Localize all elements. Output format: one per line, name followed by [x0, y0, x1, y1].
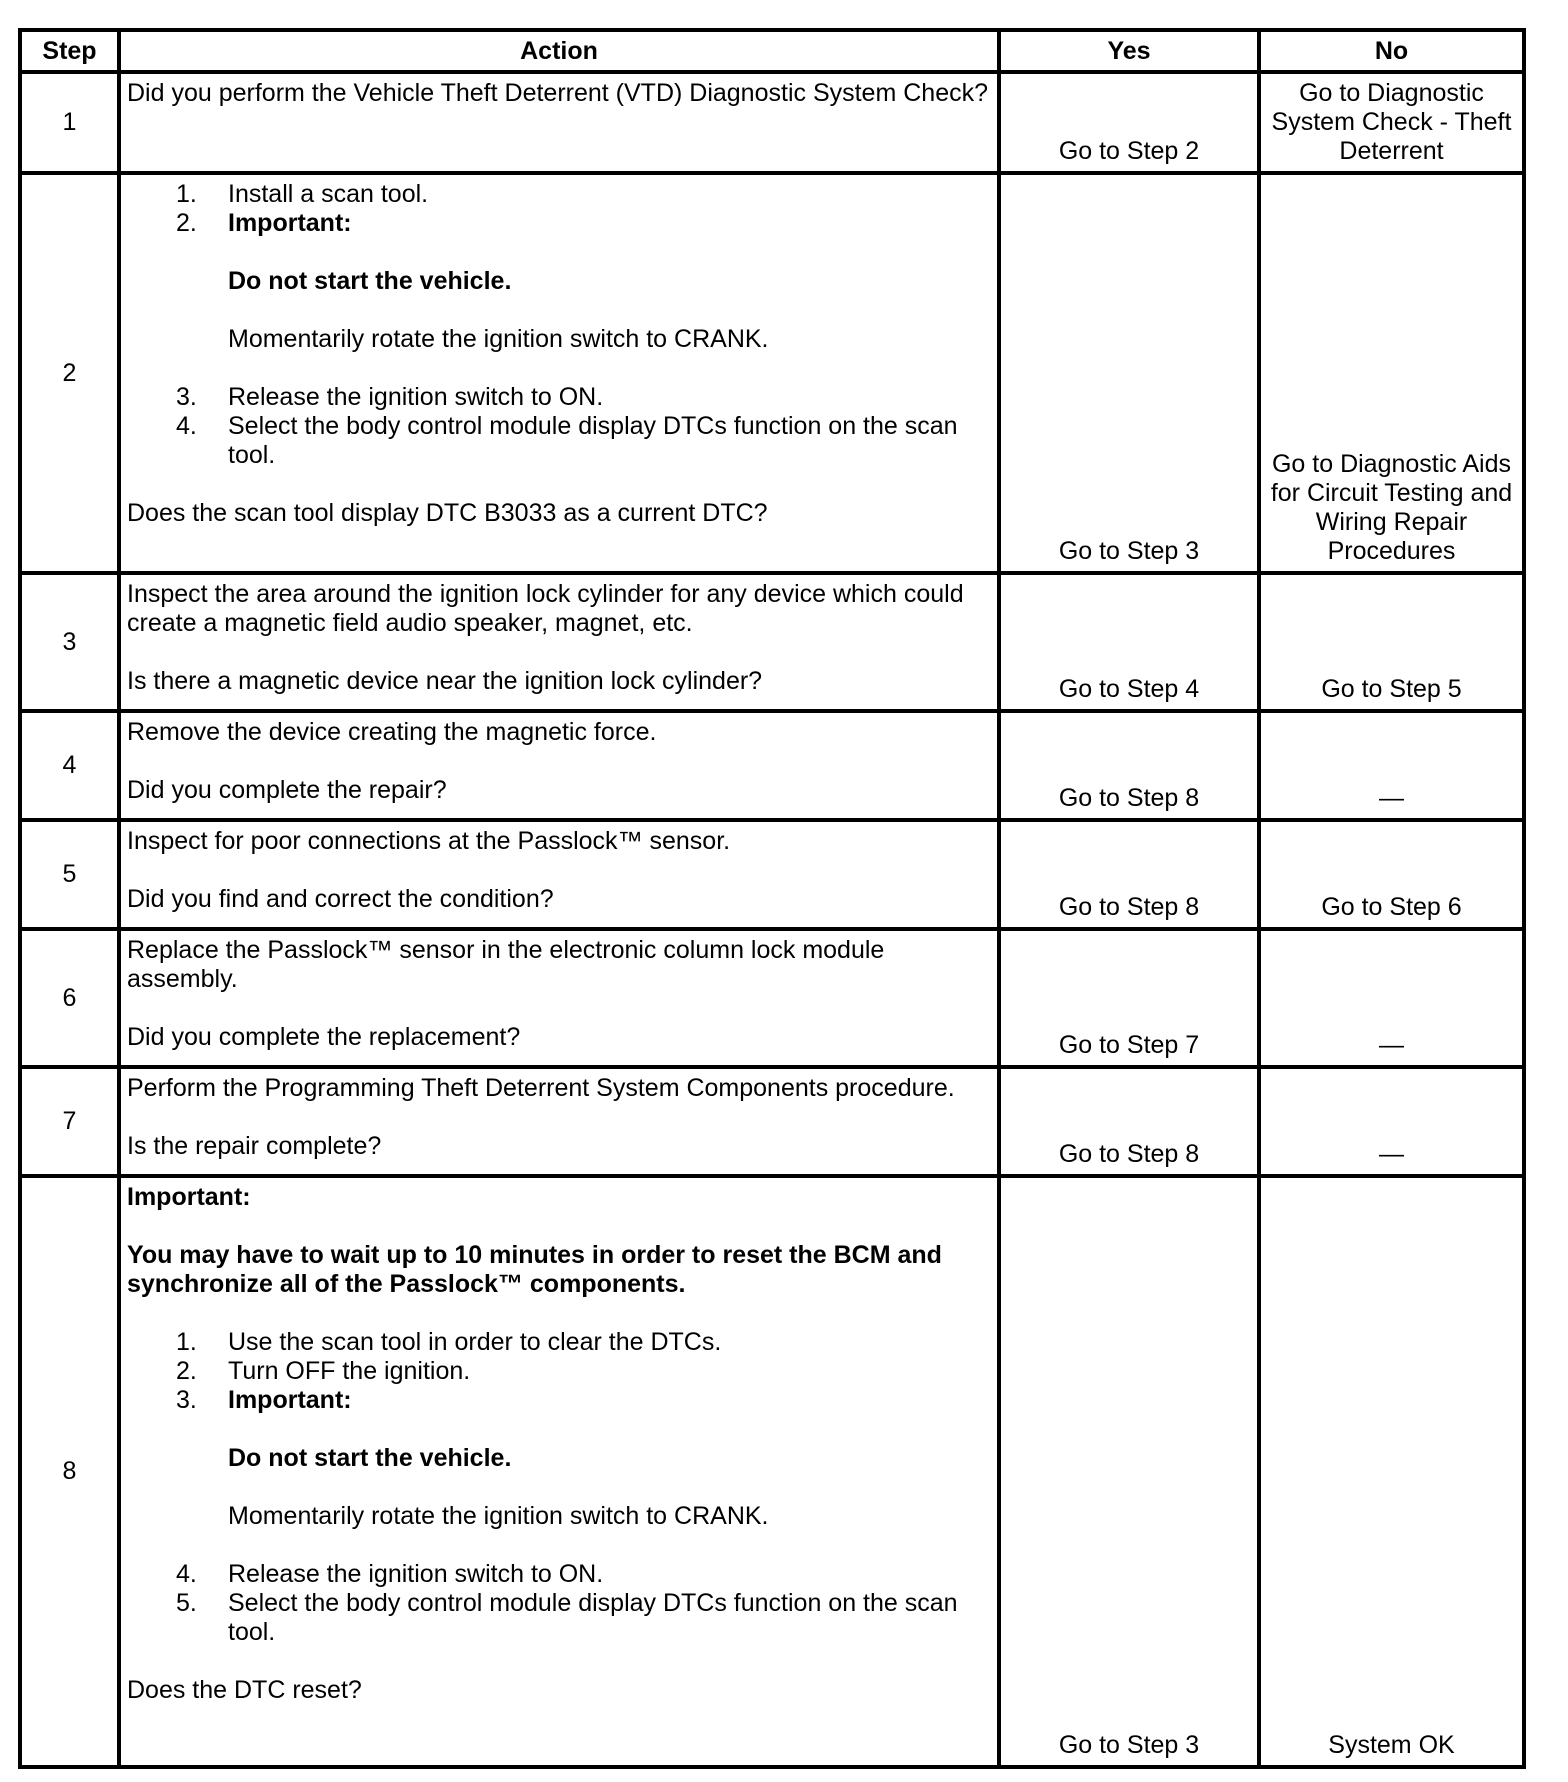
item-number: 3.: [176, 1386, 197, 1414]
item-number: 2.: [176, 1357, 197, 1385]
action-text: Inspect for poor connections at the Passlock™ sensor.: [127, 827, 731, 855]
important-note: Do not start the vehicle.: [228, 267, 512, 295]
procedure-list: [127, 180, 991, 238]
step-number: 5: [20, 820, 119, 929]
question-text: Did you complete the replacement?: [127, 1023, 521, 1051]
item-number: 1.: [176, 180, 197, 208]
no-result: Go to Diagnostic System Check - Theft Deterrent: [1259, 72, 1524, 173]
important-block: [127, 1415, 991, 1560]
step-number: 4: [20, 711, 119, 820]
important-label: Important:: [127, 1183, 251, 1211]
action-cell: [119, 711, 999, 820]
sub-instruction: Momentarily rotate the ignition switch to CRANK.: [228, 325, 769, 353]
no-result: —: [1259, 1067, 1524, 1176]
item-text: Select the body control module display DTCs function on the scan tool.: [228, 1589, 958, 1646]
step-header: Step: [20, 30, 119, 72]
action-text: Remove the device creating the magnetic force.: [127, 718, 657, 746]
question-text: Does the scan tool display DTC B3033 as a current DTC?: [127, 499, 768, 527]
action-text: Inspect the area around the ignition lock cylinder for any device which could create a magnetic field audio speaker, magnet, etc.: [127, 580, 964, 637]
list-item: [127, 383, 991, 412]
yes-header: Yes: [999, 30, 1259, 72]
step-number: 8: [20, 1176, 119, 1767]
action-cell: [119, 820, 999, 929]
action-cell: [119, 1176, 999, 1767]
step-number: 6: [20, 929, 119, 1067]
action-text: Perform the Programming Theft Deterrent System Components procedure.: [127, 1074, 955, 1102]
yes-result: Go to Step 8: [999, 711, 1259, 820]
yes-result: Go to Step 7: [999, 929, 1259, 1067]
important-block: [127, 238, 991, 383]
no-result: —: [1259, 711, 1524, 820]
yes-result: Go to Step 8: [999, 1067, 1259, 1176]
step-number: 7: [20, 1067, 119, 1176]
no-result: Go to Step 6: [1259, 820, 1524, 929]
item-text: Use the scan tool in order to clear the DTCs.: [228, 1328, 722, 1356]
no-result: Go to Diagnostic Aids for Circuit Testing and Wiring Repair Procedures: [1259, 173, 1524, 573]
item-text: Install a scan tool.: [228, 180, 429, 208]
no-result: Go to Step 5: [1259, 573, 1524, 711]
question-text: Did you find and correct the condition?: [127, 885, 554, 913]
action-cell: [119, 72, 999, 173]
no-header: No: [1259, 30, 1524, 72]
step-number: 2: [20, 173, 119, 573]
procedure-list: [127, 383, 991, 470]
yes-result: Go to Step 3: [999, 173, 1259, 573]
yes-result: Go to Step 3: [999, 1176, 1259, 1767]
list-item: [127, 412, 991, 470]
item-number: 3.: [176, 383, 197, 411]
question-text: Is the repair complete?: [127, 1132, 382, 1160]
action-header: Action: [119, 30, 999, 72]
item-number: 4.: [176, 412, 197, 440]
item-number: 1.: [176, 1328, 197, 1356]
table-row: [20, 711, 1524, 820]
important-note: Do not start the vehicle.: [228, 1444, 512, 1472]
table-row: [20, 820, 1524, 929]
action-text: Did you perform the Vehicle Theft Deterrent (VTD) Diagnostic System Check?: [127, 79, 988, 107]
procedure-list: [127, 1560, 991, 1647]
action-cell: [119, 1067, 999, 1176]
list-item: [127, 1386, 991, 1415]
step-number: 1: [20, 72, 119, 173]
action-text: Replace the Passlock™ sensor in the electronic column lock module assembly.: [127, 936, 885, 993]
item-text: Release the ignition switch to ON.: [228, 1560, 604, 1588]
important-label: Important:: [228, 209, 352, 237]
item-text: Release the ignition switch to ON.: [228, 383, 604, 411]
table-row: [20, 573, 1524, 711]
item-text: Select the body control module display DTCs function on the scan tool.: [228, 412, 958, 469]
list-item: [127, 1357, 991, 1386]
question-text: Is there a magnetic device near the ignition lock cylinder?: [127, 667, 763, 695]
no-result: System OK: [1259, 1176, 1524, 1767]
diagnostic-table: [18, 28, 1526, 1769]
action-cell: [119, 929, 999, 1067]
yes-result: Go to Step 4: [999, 573, 1259, 711]
important-label: Important:: [228, 1386, 352, 1414]
item-number: 5.: [176, 1589, 197, 1617]
action-cell: [119, 173, 999, 573]
table-row: [20, 929, 1524, 1067]
list-item: [127, 1328, 991, 1357]
list-item: [127, 180, 991, 209]
yes-result: Go to Step 8: [999, 820, 1259, 929]
step-number: 3: [20, 573, 119, 711]
item-number: 2.: [176, 209, 197, 237]
table-row: [20, 1176, 1524, 1767]
table-row: [20, 1067, 1524, 1176]
item-number: 4.: [176, 1560, 197, 1588]
sub-instruction: Momentarily rotate the ignition switch to CRANK.: [228, 1502, 769, 1530]
action-cell: [119, 573, 999, 711]
list-item: [127, 209, 991, 238]
question-text: Did you complete the repair?: [127, 776, 447, 804]
procedure-list: [127, 1328, 991, 1415]
question-text: Does the DTC reset?: [127, 1676, 362, 1704]
list-item: [127, 1589, 991, 1647]
item-text: Turn OFF the ignition.: [228, 1357, 471, 1385]
table-row: [20, 173, 1524, 573]
no-result: —: [1259, 929, 1524, 1067]
list-item: [127, 1560, 991, 1589]
important-text: You may have to wait up to 10 minutes in order to reset the BCM and synchronize all of the Passlock™ components.: [127, 1241, 942, 1298]
header-row: [20, 30, 1524, 72]
table-row: [20, 72, 1524, 173]
yes-result: Go to Step 2: [999, 72, 1259, 173]
